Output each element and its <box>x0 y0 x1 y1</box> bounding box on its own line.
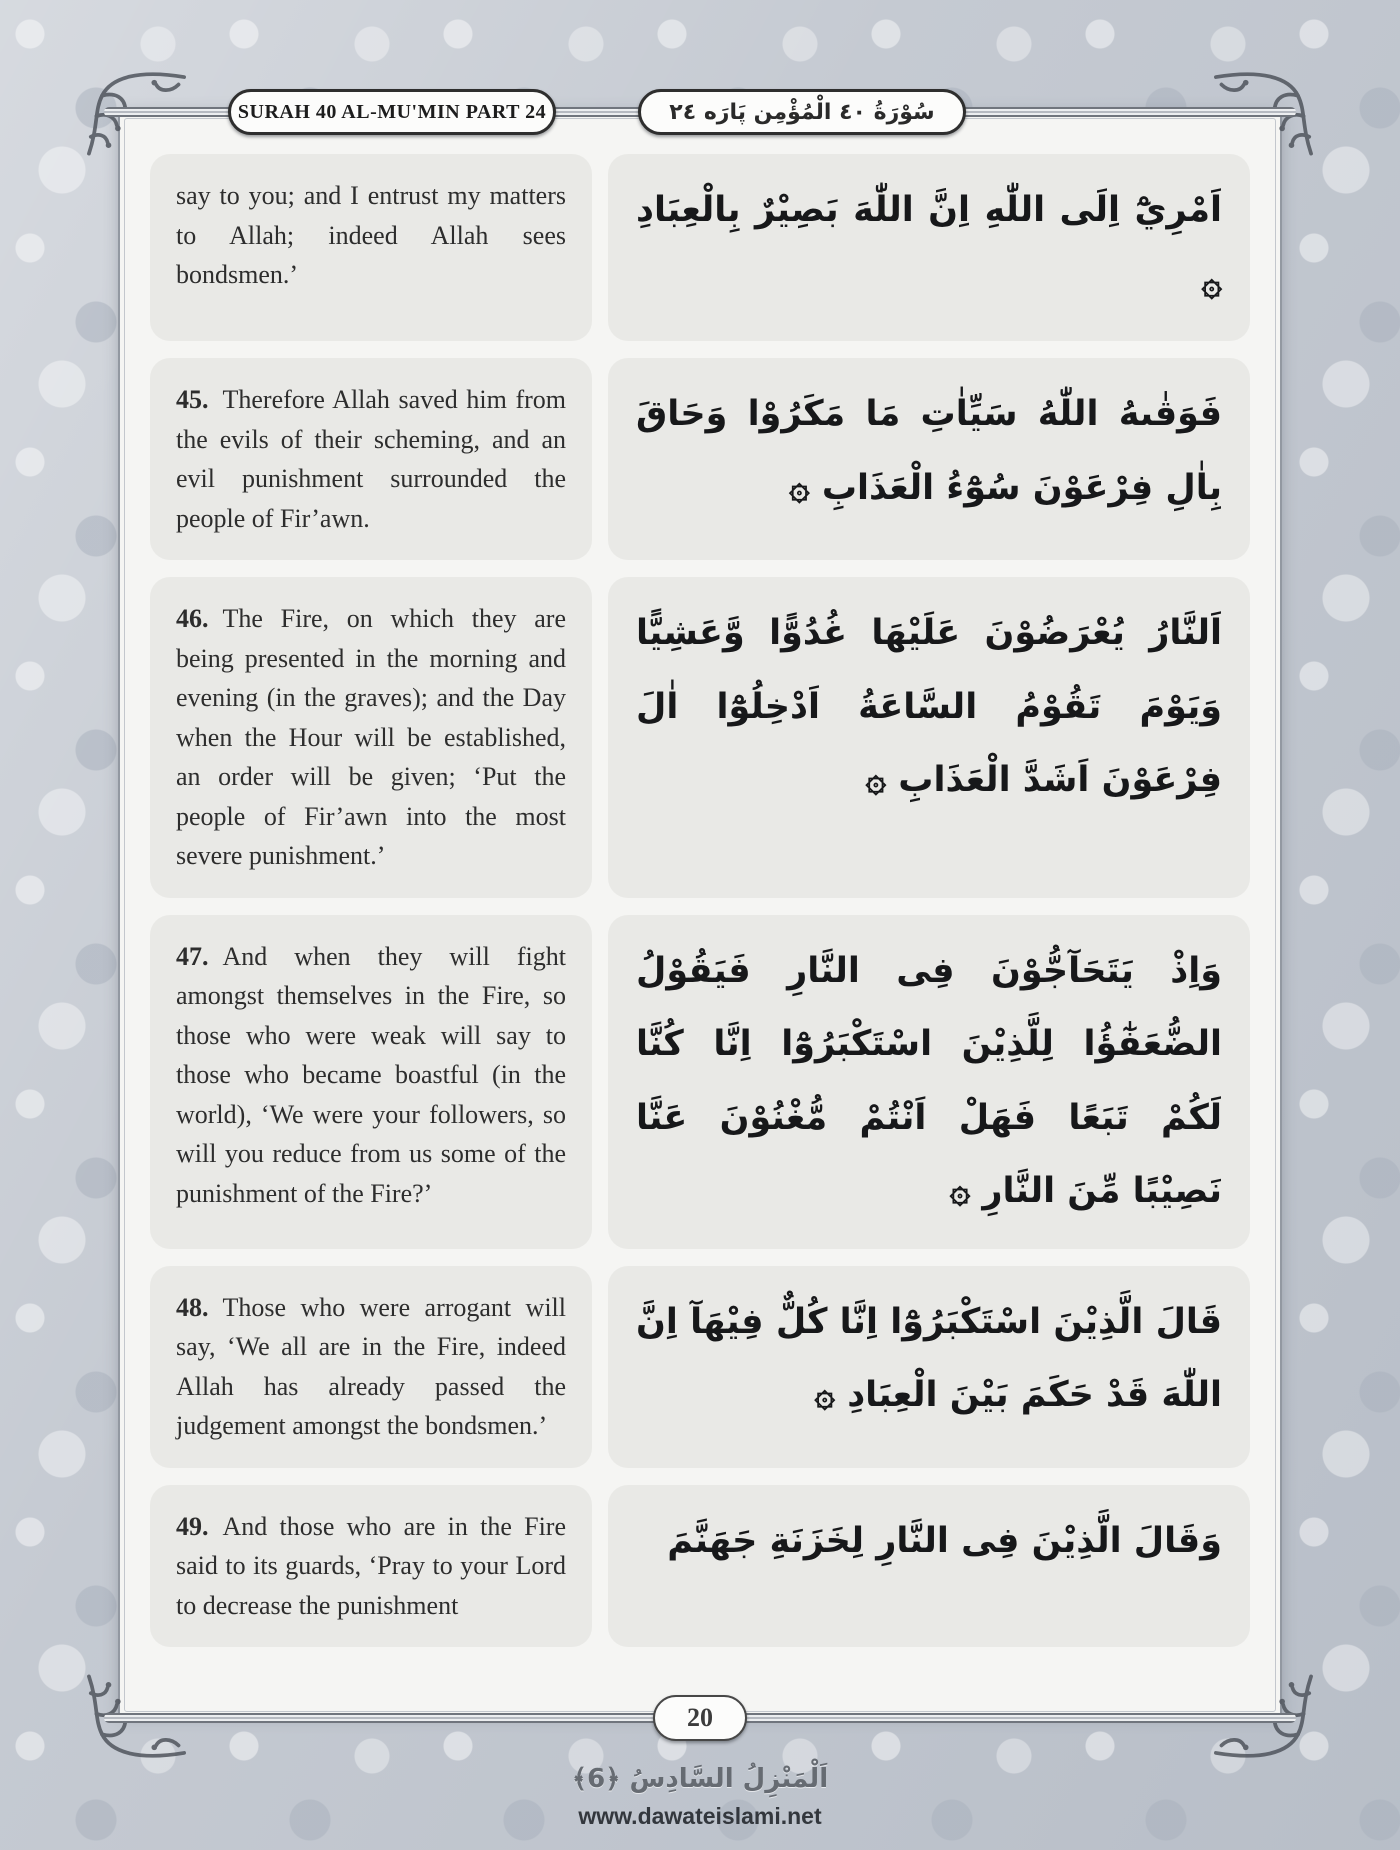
verse-row <box>150 1266 1250 1468</box>
verse-row <box>150 915 1250 1249</box>
verse-english-text: And those who are in the Fire said to its guards, ‘Pray to your Lord to decrease the punishment <box>176 1511 566 1620</box>
verse-arabic-text: اَلنَّارُ يُعْرَضُوْنَ عَلَيْهَا غُدُوًّا وَّعَشِيًّا وَيَوْمَ تَقُوْمُ السَّاعَةُ اَدْخِلُوْٓا اٰلَ فِرْعَوْنَ اَشَدَّ الْعَذَابِ ۞ <box>636 613 1222 801</box>
verse-arabic-block <box>608 1266 1250 1468</box>
verse-english-block <box>150 915 592 1249</box>
website-link: www.dawateislami.net <box>578 1803 822 1829</box>
verse-arabic-block <box>608 577 1250 898</box>
surah-title-english: SURAH 40 AL-MU'MIN PART 24 <box>237 100 547 123</box>
corner-ornament-bottom-right-icon <box>1214 1654 1326 1766</box>
verse-english-text: And when they will fight amongst themselves in the Fire, so those who were weak will say to those who became boastful (in the world), ‘We were your followers, so will you reduce from us some of the punishment of the Fire?’ <box>176 941 566 1208</box>
verse-english-text: Those who were arrogant will say, ‘We all are in the Fire, indeed Allah has already passed the judgement amongst the bondsmen.’ <box>176 1292 566 1441</box>
verse-number: 45. <box>176 385 209 414</box>
verse-english-text: say to you; and I entrust my matters to Allah; indeed Allah sees bondsmen.’ <box>176 181 566 290</box>
verse-arabic-text: وَاِذْ يَتَحَآجُّوْنَ فِى النَّارِ فَيَقُوْلُ الضُّعَفٰٓؤُا لِلَّذِيْنَ اسْتَكْبَرُوْٓا اِنَّا كُنَّا لَكُمْ تَبَعًا فَهَلْ اَنْتُمْ مُّغْنُوْنَ عَنَّا نَصِيْبًا مِّنَ النَّارِ ۞ <box>636 950 1222 1212</box>
verse-arabic-text: اَمْرِيْٓ اِلَى اللّٰهِ اِنَّ اللّٰهَ بَصِيْرٌ بِالْعِبَادِ ۞ <box>636 190 1222 304</box>
surah-title-arabic: سُوْرَةُ ٤٠ الْمُؤْمِن پَارَه ٢٤ <box>669 99 935 125</box>
verse-english-block <box>150 1485 592 1648</box>
verse-english-block <box>150 1266 592 1468</box>
verse-row <box>150 358 1250 560</box>
manzil-label: اَلْمَنْزِلُ السَّادِسُ ﴿6﴾ <box>571 1764 829 1794</box>
verse-arabic-text: فَوَقٰىهُ اللّٰهُ سَيِّاٰتِ مَا مَكَرُوْا وَحَاقَ بِاٰلِ فِرْعَوْنَ سُوْٓءُ الْعَذَابِ ۞ <box>636 394 1222 508</box>
verse-arabic-block <box>608 915 1250 1249</box>
verse-row <box>150 1485 1250 1648</box>
verses-list <box>150 154 1250 1690</box>
surah-title-pill-english <box>228 89 556 135</box>
verse-english-block <box>150 154 592 341</box>
corner-ornament-top-left-icon <box>74 64 186 176</box>
verse-arabic-block <box>608 154 1250 341</box>
verse-arabic-text: قَالَ الَّذِيْنَ اسْتَكْبَرُوْٓا اِنَّا كُلٌّ فِيْهَآ اِنَّ اللّٰهَ قَدْ حَكَمَ بَيْنَ الْعِبَادِ ۞ <box>636 1301 1222 1416</box>
page-frame <box>118 112 1282 1718</box>
verse-number: 46. <box>176 604 209 634</box>
verse-english-block <box>150 577 592 898</box>
verse-number: 47. <box>176 941 209 971</box>
verse-number: 49. <box>176 1511 209 1541</box>
verse-row <box>150 154 1250 341</box>
verse-row <box>150 577 1250 898</box>
corner-ornament-bottom-left-icon <box>74 1654 186 1766</box>
surah-title-pill-arabic <box>638 89 966 135</box>
page-number-pill <box>653 1695 747 1741</box>
verse-arabic-block <box>608 358 1250 560</box>
verse-arabic-text: وَقَالَ الَّذِيْنَ فِى النَّارِ لِخَزَنَةِ جَهَنَّمَ <box>667 1520 1222 1561</box>
corner-ornament-top-right-icon <box>1214 64 1326 176</box>
verse-english-text: Therefore Allah saved him from the evils of their scheming, and an evil punishment surrounded the people of Fir’awn. <box>176 385 566 533</box>
verse-arabic-block <box>608 1485 1250 1648</box>
verse-english-text: The Fire, on which they are being presented in the morning and evening (in the graves); and the Day when the Hour will be established, an order will be given; ‘Put the people of Fir’awn into the most severe punishment.’ <box>176 604 566 871</box>
verse-english-block <box>150 358 592 560</box>
verse-number: 48. <box>176 1292 209 1322</box>
page-number: 20 <box>687 1703 713 1732</box>
